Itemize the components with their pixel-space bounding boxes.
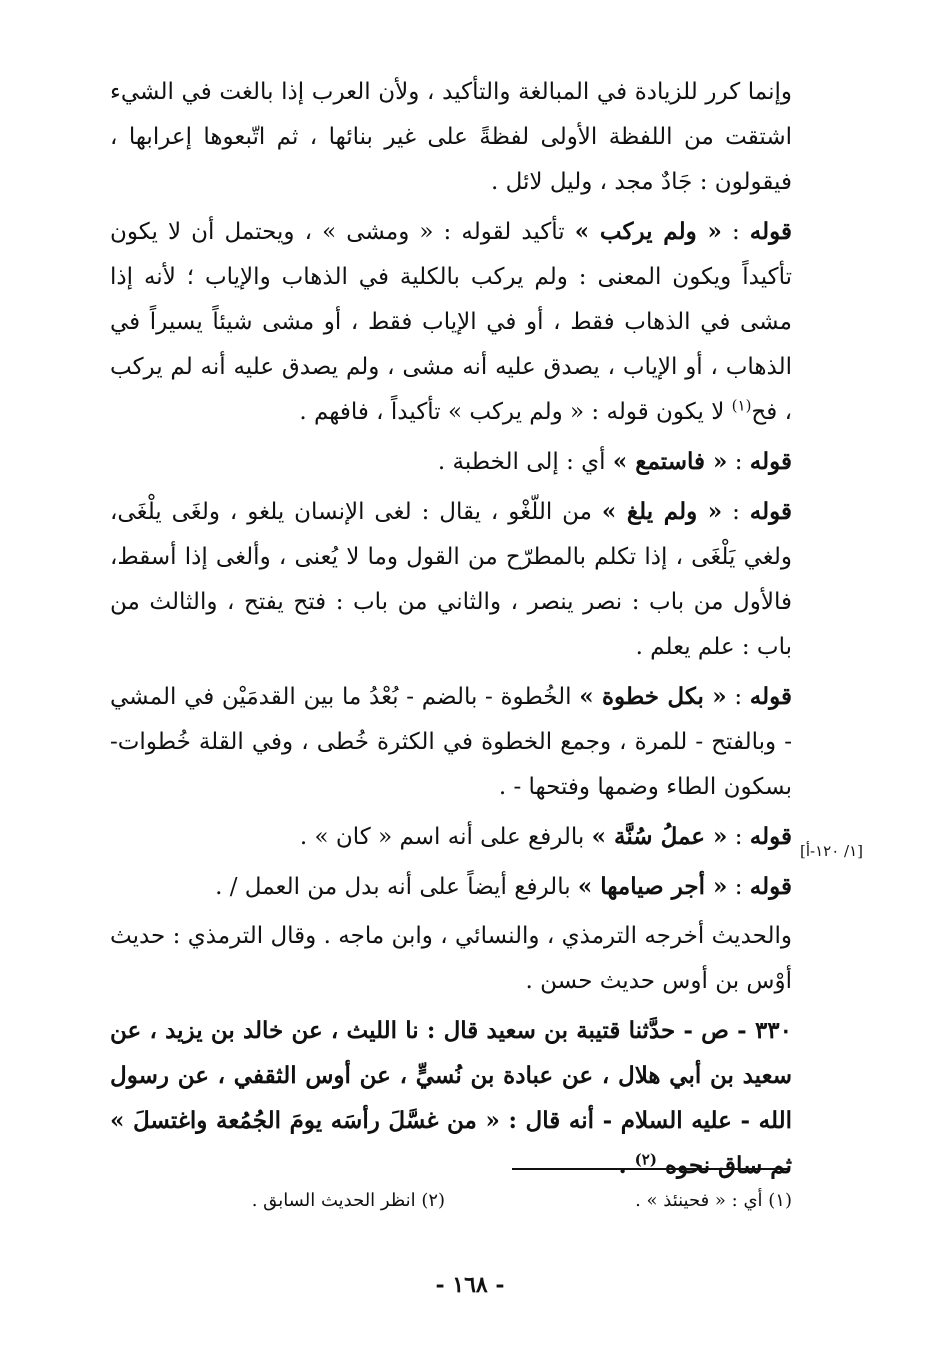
paragraph-6: قوله : « عملُ سُنَّة » بالرفع على أنه اسم « كان » . bbox=[299, 823, 792, 850]
paragraph-text: تأكيد لقوله : « ومشى » ، ويحتمل أن لا يكون تأكيداً ويكون المعنى : ولم يركب بالكلية في الذهاب والإياب ؛ لأنه إذا مشى في الذهاب فقط ، أو في الإياب فقط ، أو مشى شيئاً يسيراً في الذهاب ، أو الإياب ، يصدق عليه أنه مشى ، ولم يصدق عليه أنه لم يركب ، فح bbox=[110, 219, 792, 425]
footnote-marker-2: (٢) bbox=[634, 1150, 657, 1169]
paragraph-text: بالرفع على أنه اسم « كان » . bbox=[299, 824, 592, 850]
paragraph-text: وإنما كرر للزيادة في المبالغة والتأكيد ، ولأن العرب إذا بالغت في الشيء اشتقت من اللفظة الأولى لفظةً على غير بنائها ، ثم اتّبعوها إعرابها ، فيقولون : جَادٌ مجد ، وليل لائل . bbox=[110, 79, 792, 195]
paragraph-8 bbox=[110, 914, 792, 1004]
paragraph-text-continued: لا يكون قوله : « ولم يركب » تأكيداً ، فافهم . bbox=[299, 399, 732, 425]
qawluhu-label: قوله bbox=[749, 823, 792, 850]
footnote-1: (١) أي : « فحينئذ » . bbox=[635, 1190, 792, 1211]
quoted-phrase: « عملُ سُنَّة » bbox=[591, 823, 728, 850]
quoted-phrase: « ولم يلغ » bbox=[601, 498, 723, 525]
manuscript-folio-reference: [١/ ١٢٠-أ] bbox=[800, 842, 864, 860]
qawluhu-label: قوله bbox=[749, 448, 792, 475]
paragraph-text: الخُطوة - بالضم - بُعْدُ ما بين القدمَيْن في المشي - وبالفتح - للمرة ، وجمع الخطوة في الكثرة خُطى ، وفي القلة خُطوات- بسكون الطاء وضمها وفتحها - . bbox=[110, 684, 792, 800]
paragraph-text: والحديث أخرجه الترمذي ، والنسائي ، وابن ماجه . وقال الترمذي : حديث أوْس بن أوس حديث حسن . bbox=[110, 923, 792, 994]
paragraph-7: قوله : « أجر صيامها » بالرفع أيضاً على أنه بدل من العمل / . bbox=[215, 873, 792, 900]
hadith-text: ٣٣٠ - ص - حدَّثنا قتيبة بن سعيد قال : نا الليث ، عن خالد بن يزيد ، عن سعيد بن أبي هلال ، عن عبادة بن نُسيٍّ ، عن أوس الثقفي ، عن رسول الله - عليه السلام - أنه قال : « من غسَّلَ رأسَه يومَ الجُمُعة واغتسلَ » ثم ساق نحوه bbox=[110, 1017, 792, 1179]
paragraph-5: قوله : « بكل خطوة » الخُطوة - بالضم - بُعْدُ ما بين القدمَيْن في المشي - وبالفتح - للمرة ، وجمع الخطوة في الكثرة خُطى ، وفي القلة خُطوات- بسكون الطاء وضمها وفتحها - . bbox=[110, 683, 793, 800]
paragraph-text: أي : إلى الخطبة . bbox=[437, 449, 613, 475]
qawluhu-label: قوله bbox=[749, 683, 793, 710]
qawluhu-label: قوله bbox=[749, 218, 792, 245]
quoted-phrase: « ولم يركب » bbox=[574, 218, 722, 245]
footnote-marker-1: (١) bbox=[731, 396, 752, 415]
page-number: - ١٦٨ - bbox=[435, 1272, 505, 1298]
hadith-paragraph bbox=[110, 1008, 792, 1188]
page-body bbox=[110, 70, 792, 1188]
footnotes bbox=[110, 1186, 792, 1216]
footnote-divider bbox=[512, 1168, 790, 1170]
footnote-2: (٢) انظر الحديث السابق . bbox=[251, 1190, 446, 1211]
hadith-end: . bbox=[618, 1152, 635, 1179]
qawluhu-label: قوله bbox=[749, 873, 792, 900]
qawluhu-label: قوله bbox=[749, 498, 792, 525]
paragraph-text: بالرفع أيضاً على أنه بدل من العمل / . bbox=[215, 874, 578, 900]
paragraph-4: قوله : « ولم يلغ » من اللّغْو ، يقال : لغى الإنسان يلغو ، ولغَى يلْغَى، ولغي يَلْغَى ، إذا تكلم بالمطرّح من القول وما لا يُعنى ، وألغى إذا أسقط، فالأول من باب : نصر ينصر ، والثاني من باب : فتح يفتح ، والثالث من باب : علم يعلم . bbox=[110, 498, 792, 660]
quoted-phrase: « بكل خطوة » bbox=[579, 683, 727, 710]
paragraph-3: قوله : « فاستمع » أي : إلى الخطبة . bbox=[437, 448, 792, 475]
paragraph-1 bbox=[110, 70, 792, 205]
quoted-phrase: « أجر صيامها » bbox=[577, 873, 728, 900]
paragraph-text: من اللّغْو ، يقال : لغى الإنسان يلغو ، ولغَى يلْغَى، ولغي يَلْغَى ، إذا تكلم بالمطرّح من القول وما لا يُعنى ، وألغى إذا أسقط، فالأول من باب : نصر ينصر ، والثاني من باب : فتح يفتح ، والثالث من باب : علم يعلم . bbox=[110, 499, 792, 660]
quoted-phrase: « فاستمع » bbox=[612, 448, 728, 475]
paragraph-2: قوله : « ولم يركب » تأكيد لقوله : « ومشى » ، ويحتمل أن لا يكون تأكيداً ويكون المعنى : ولم يركب بالكلية في الذهاب والإياب ؛ لأنه إذا مشى في الذهاب فقط ، أو في الإياب فقط ، أو مشى شيئاً يسيراً في الذهاب ، أو الإياب ، يصدق عليه أنه مشى ، ولم يصدق عليه أنه لم يركب ، فح$^{(١)}$ لا يكون قوله : « ولم يركب » تأكيداً ، فافهم . bbox=[110, 218, 792, 425]
